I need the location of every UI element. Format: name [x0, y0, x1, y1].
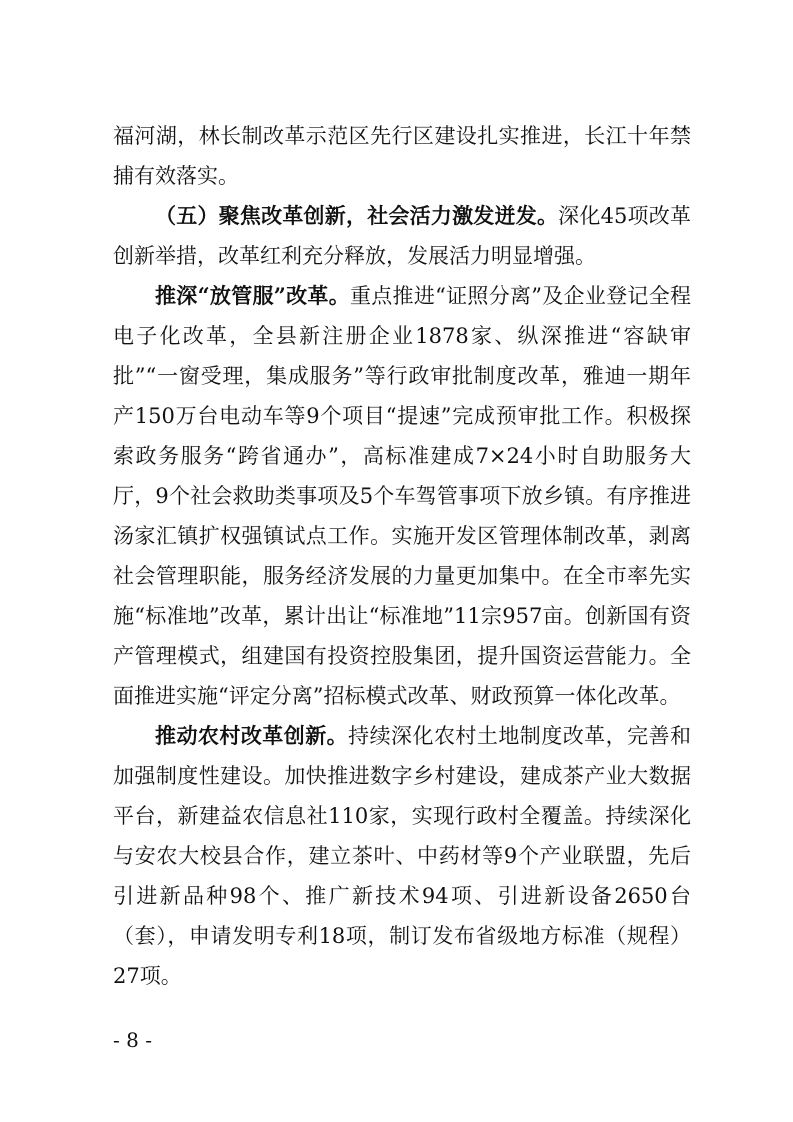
paragraph-fangguanfu-reform [113, 276, 691, 716]
paragraph-text: 福河湖，林长制改革示范区先行区建设扎实推进，长江十年禁捕有效落实。 [113, 124, 691, 188]
paragraph-rural-reform [113, 716, 691, 996]
paragraph-continuation [113, 116, 691, 196]
paragraph-text: 重点推进“证照分离”及企业登记全程电子化改革，全县新注册企业1878家、纵深推进“容缺审批”“一窗受理，集成服务”等行政审批制度改革，雅迪一期年产150万台电动车等9个项目“提速”完成预审批工作。积极探索政务服务“跨省通办”，高标准建成7×24小时自助服务大厅，9个社会救助类事项及5个车驾管事项下放乡镇。有序推进汤家汇镇扩权强镇试点工作。实施开发区管理体制改革，剥离社会管理职能，服务经济发展的力量更加集中。在全市率先实施“标准地”改革，累计出让“标准地”11宗957亩。创新国有资产管理模式，组建国有投资控股集团，提升国资运营能力。全面推进实施“评定分离”招标模式改革、财政预算一体化改革。 [113, 284, 691, 708]
document-body [113, 116, 691, 996]
paragraph-text: 持续深化农村土地制度改革，完善和加强制度性建设。加快推进数字乡村建设，建成茶产业大数据平台，新建益农信息社110家，实现行政村全覆盖。持续深化与安农大校县合作，建立茶叶、中药材等9个产业联盟，先后引进新品种98个、推广新技术94项、引进新设备2650台（套），申请发明专利18项，制订发布省级地方标准（规程）27项。 [113, 724, 691, 988]
page-number: - 8 - [113, 1028, 152, 1052]
paragraph-lead: 推动农村改革创新。 [155, 723, 349, 748]
paragraph-lead: 推深“放管服”改革。 [155, 283, 350, 308]
paragraph-text: 深化45项改革创新举措，改革红利充分释放，发展活力明显增强。 [113, 204, 691, 268]
paragraph-section-five [113, 196, 691, 276]
section-heading: （五）聚焦改革创新，社会活力激发迸发。 [155, 203, 559, 228]
